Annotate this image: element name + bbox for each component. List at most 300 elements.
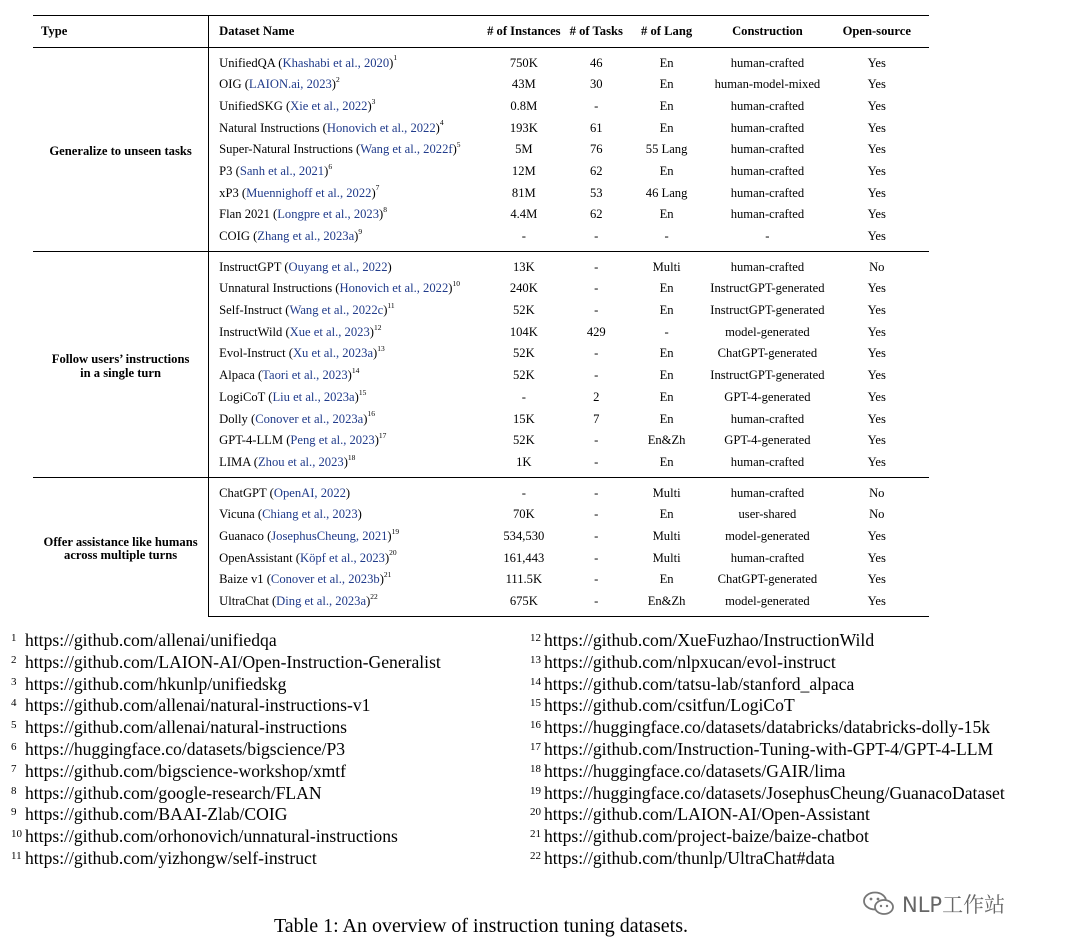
footnote-item bbox=[530, 695, 1005, 717]
instances-cell: 12M bbox=[511, 163, 536, 178]
footnote-marker: 13 bbox=[377, 344, 385, 354]
open-source-cell: Yes bbox=[867, 550, 886, 565]
lang-cell: En bbox=[659, 98, 674, 113]
lang-cell: En bbox=[659, 55, 674, 70]
footnote-number: 11 bbox=[11, 849, 22, 862]
footnote-marker: 8 bbox=[383, 205, 387, 215]
footnote-url: https://huggingface.co/datasets/JosephusCheung/GuanacoDataset bbox=[544, 782, 1005, 803]
instances-cell: 4.4M bbox=[510, 207, 538, 222]
citation-link: Zhou et al., 2023 bbox=[257, 454, 344, 469]
footnote-number: 15 bbox=[530, 697, 541, 710]
footnote-item bbox=[11, 826, 441, 848]
table-header-row bbox=[33, 16, 929, 48]
lang-cell: En&Zh bbox=[623, 591, 710, 617]
citation-link: Sanh et al., 2021 bbox=[239, 163, 325, 178]
header-dataset-name: Dataset Name bbox=[209, 16, 478, 48]
tasks-cell: - bbox=[594, 433, 599, 448]
dataset-name-cell: Natural Instructions (Honovich et al., 2022)$^4$ bbox=[209, 117, 478, 139]
instances-cell: 15K bbox=[512, 411, 535, 426]
group-label-line: across multiple turns bbox=[64, 548, 178, 563]
dataset-name-cell: Vicuna (Chiang et al., 2023) bbox=[209, 504, 478, 526]
open-source-cell: Yes bbox=[867, 303, 886, 318]
citation-link: Xie et al., 2022 bbox=[290, 98, 368, 113]
header-tasks: # of Tasks bbox=[570, 16, 623, 48]
footnote-url: https://github.com/LAION-AI/Open-Instruction-Generalist bbox=[25, 651, 441, 672]
tasks-cell: 30 bbox=[589, 77, 603, 92]
instances-cell: - bbox=[521, 389, 526, 404]
footnote-item bbox=[530, 674, 1005, 696]
open-source-cell: No bbox=[869, 507, 885, 522]
citation-link: Honovich et al., 2022 bbox=[339, 281, 449, 296]
dataset-name-cell: InstructGPT (Ouyang et al., 2022) bbox=[209, 252, 478, 278]
group-label-text bbox=[33, 145, 208, 158]
dataset-name: Self-Instruct bbox=[219, 303, 283, 318]
open-source-cell: Yes bbox=[867, 207, 886, 222]
footnote-number: 22 bbox=[530, 849, 541, 862]
footnote-number: 3 bbox=[11, 675, 17, 688]
footnote-number: 8 bbox=[11, 784, 17, 797]
footnote-item bbox=[530, 739, 1005, 761]
lang-cell: En bbox=[659, 281, 674, 296]
open-source-cell: Yes bbox=[867, 389, 886, 404]
footnote-item bbox=[11, 761, 441, 783]
citation-link: Khashabi et al., 2020 bbox=[282, 55, 390, 70]
dataset-name-cell: P3 (Sanh et al., 2021)$^6$ bbox=[209, 160, 478, 182]
footnote-marker: 10 bbox=[452, 279, 460, 289]
footnote-number: 16 bbox=[530, 719, 541, 732]
tasks-cell: 7 bbox=[593, 411, 600, 426]
lang-cell: 46 Lang bbox=[645, 185, 688, 200]
lang-cell: En&Zh bbox=[647, 433, 686, 448]
dataset-name: Guanaco bbox=[219, 528, 264, 543]
dataset-name-cell: Super-Natural Instructions (Wang et al., 2022f)$^5$ bbox=[209, 139, 478, 161]
footnote-number: 4 bbox=[11, 697, 17, 710]
footnote-url: https://github.com/XueFuzhao/InstructionWild bbox=[544, 630, 875, 650]
footnote-number: 6 bbox=[11, 740, 17, 753]
datasets-table bbox=[33, 15, 929, 617]
lang-cell: En bbox=[659, 120, 674, 135]
group-label-line: Follow users’ instructions bbox=[51, 352, 190, 367]
dataset-name: Vicuna bbox=[219, 507, 255, 522]
construction-cell: human-crafted bbox=[730, 411, 805, 426]
footnote-marker: 5 bbox=[456, 140, 461, 150]
dataset-name: InstructGPT bbox=[219, 259, 282, 274]
construction-cell: InstructGPT-generated bbox=[710, 303, 825, 318]
open-source-cell: Yes bbox=[867, 368, 886, 383]
dataset-name-cell: Self-Instruct (Wang et al., 2022c)$^{11}$ bbox=[209, 300, 478, 322]
table-row bbox=[33, 478, 929, 504]
dataset-name-cell: InstructWild (Xue et al., 2023)$^{12}$ bbox=[209, 321, 478, 343]
dataset-name-cell: OIG (LAION.ai, 2023)$^2$ bbox=[209, 74, 478, 96]
header-type: Type bbox=[33, 16, 209, 48]
footnote-marker: 4 bbox=[439, 118, 444, 128]
footnote-url: https://github.com/LAION-AI/Open-Assistant bbox=[544, 804, 870, 825]
footnote-item bbox=[11, 630, 441, 652]
footnote-url: https://huggingface.co/datasets/databricks/databricks-dolly-15k bbox=[544, 717, 991, 738]
tasks-cell: - bbox=[594, 528, 599, 543]
dataset-name: OpenAssistant bbox=[219, 550, 293, 565]
dataset-name-cell: Evol-Instruct (Xu et al., 2023a)$^{13}$ bbox=[209, 343, 478, 365]
footnote-url: https://github.com/google-research/FLAN bbox=[25, 782, 322, 803]
lang-cell: Multi bbox=[623, 478, 710, 504]
instances-cell: 52K bbox=[512, 368, 535, 383]
open-source-cell: No bbox=[825, 478, 929, 504]
instances-cell: 193K bbox=[509, 120, 538, 135]
dataset-name-cell: ChatGPT (OpenAI, 2022) bbox=[209, 478, 478, 504]
instances-cell: 161,443 bbox=[503, 550, 545, 565]
tasks-cell: - bbox=[570, 591, 623, 617]
dataset-name-cell: Baize v1 (Conover et al., 2023b)$^{21}$ bbox=[209, 569, 478, 591]
instances-cell: - bbox=[521, 229, 526, 244]
dataset-name: Dolly bbox=[219, 411, 248, 426]
citation-link: Taori et al., 2023 bbox=[262, 368, 348, 383]
footnote-item bbox=[530, 717, 1005, 739]
open-source-cell: Yes bbox=[867, 77, 886, 92]
footnote-item bbox=[530, 826, 1005, 848]
footnote-item bbox=[11, 652, 441, 674]
footnote-number: 18 bbox=[530, 762, 541, 775]
construction-cell: user-shared bbox=[738, 507, 797, 522]
dataset-name-cell: Alpaca (Taori et al., 2023)$^{14}$ bbox=[209, 365, 478, 387]
dataset-name: COIG bbox=[219, 229, 250, 244]
construction-cell: InstructGPT-generated bbox=[710, 368, 825, 383]
group-label-text bbox=[33, 353, 208, 379]
footnote-number: 19 bbox=[530, 784, 541, 797]
footnote-marker: 1 bbox=[393, 53, 398, 63]
footnote-url: https://github.com/hkunlp/unifiedskg bbox=[25, 673, 287, 694]
construction-cell: human-crafted bbox=[710, 478, 824, 504]
footnote-item bbox=[11, 674, 441, 696]
open-source-cell: Yes bbox=[867, 142, 886, 157]
footnote-number: 5 bbox=[11, 719, 17, 732]
instances-cell: 750K bbox=[509, 55, 538, 70]
dataset-name: UnifiedQA bbox=[219, 55, 276, 70]
citation-link: Wang et al., 2022f bbox=[360, 142, 453, 157]
citation-link: JosephusCheung, 2021 bbox=[271, 528, 388, 543]
lang-cell: En bbox=[659, 207, 674, 222]
dataset-name: UltraChat bbox=[219, 594, 269, 609]
citation-link: LAION.ai, 2023 bbox=[248, 77, 332, 92]
open-source-cell: Yes bbox=[867, 433, 886, 448]
tasks-cell: - bbox=[594, 98, 599, 113]
instances-cell: 81M bbox=[511, 185, 536, 200]
construction-cell: GPT-4-generated bbox=[724, 389, 811, 404]
footnote-marker: 22 bbox=[370, 591, 378, 601]
dataset-name-cell: Flan 2021 (Longpre et al., 2023)$^8$ bbox=[209, 204, 478, 226]
header-open-source: Open-source bbox=[825, 16, 929, 48]
instances-cell: 13K bbox=[478, 252, 570, 278]
construction-cell: human-crafted bbox=[730, 98, 805, 113]
tasks-cell: 62 bbox=[589, 207, 603, 222]
table-group-1 bbox=[33, 48, 929, 252]
lang-cell: En bbox=[659, 572, 674, 587]
footnote-number: 1 bbox=[11, 632, 17, 644]
tasks-cell: 46 bbox=[589, 55, 603, 70]
footnote-number: 20 bbox=[530, 806, 541, 819]
open-source-cell: Yes bbox=[867, 454, 886, 469]
citation-link: Muennighoff et al., 2022 bbox=[246, 185, 372, 200]
dataset-name-cell: UltraChat (Ding et al., 2023a)$^{22}$ bbox=[209, 591, 478, 617]
footnote-url: https://github.com/allenai/natural-instructions bbox=[25, 717, 348, 738]
footnote-url: https://github.com/allenai/unifiedqa bbox=[25, 630, 277, 650]
footnote-item bbox=[530, 761, 1005, 783]
table-row bbox=[33, 48, 929, 74]
construction-cell: model-generated bbox=[710, 591, 824, 617]
instances-cell: 0.8M bbox=[510, 98, 538, 113]
tasks-cell: - bbox=[594, 303, 599, 318]
lang-cell: Multi bbox=[623, 252, 710, 278]
dataset-name: ChatGPT bbox=[219, 485, 267, 500]
footnotes-left bbox=[11, 630, 441, 870]
lang-cell: - bbox=[664, 229, 669, 244]
footnote-marker: 11 bbox=[387, 300, 395, 310]
footnote-item bbox=[530, 630, 1005, 652]
lang-cell: Multi bbox=[652, 528, 681, 543]
footnote-item bbox=[530, 652, 1005, 674]
tasks-cell: - bbox=[594, 507, 599, 522]
tasks-cell: - bbox=[594, 229, 599, 244]
instances-cell: 534,530 bbox=[503, 528, 545, 543]
watermark-text: NLP工作站 bbox=[902, 893, 1006, 917]
table-caption: Table 1: An overview of instruction tuning datasets. bbox=[273, 915, 689, 937]
footnote-url: https://huggingface.co/datasets/GAIR/lima bbox=[544, 760, 846, 781]
instances-cell: 70K bbox=[512, 507, 535, 522]
open-source-cell: Yes bbox=[867, 98, 886, 113]
footnote-item bbox=[530, 783, 1005, 805]
footnote-number: 17 bbox=[530, 740, 541, 753]
footnote-marker: 21 bbox=[383, 570, 392, 580]
open-source-cell: Yes bbox=[867, 411, 886, 426]
footnote-number: 2 bbox=[11, 653, 17, 666]
open-source-cell: Yes bbox=[825, 591, 929, 617]
open-source-cell: Yes bbox=[867, 572, 886, 587]
lang-cell: En bbox=[659, 454, 674, 469]
lang-cell: En bbox=[659, 507, 674, 522]
construction-cell: human-crafted bbox=[730, 550, 805, 565]
citation-link: Honovich et al., 2022 bbox=[326, 120, 436, 135]
tasks-cell: - bbox=[570, 252, 623, 278]
lang-cell: En bbox=[659, 411, 674, 426]
dataset-name-cell: UnifiedSKG (Xie et al., 2022)$^3$ bbox=[209, 95, 478, 117]
tasks-cell: 429 bbox=[586, 324, 606, 339]
dataset-name: LIMA bbox=[219, 454, 251, 469]
instances-cell: 52K bbox=[512, 346, 535, 361]
open-source-cell: Yes bbox=[867, 55, 886, 70]
citation-link: OpenAI, 2022 bbox=[273, 485, 346, 500]
footnotes-right bbox=[530, 630, 1005, 870]
footnote-url: https://huggingface.co/datasets/bigscience/P3 bbox=[25, 738, 346, 759]
dataset-name-cell: OpenAssistant (Köpf et al., 2023)$^{20}$ bbox=[209, 547, 478, 569]
citation-link: Zhang et al., 2023a bbox=[257, 229, 355, 244]
open-source-cell: Yes bbox=[867, 163, 886, 178]
tasks-cell: - bbox=[594, 368, 599, 383]
footnote-number: 10 bbox=[11, 828, 22, 841]
dataset-name: P3 bbox=[219, 163, 233, 178]
citation-link: Köpf et al., 2023 bbox=[299, 550, 385, 565]
lang-cell: En bbox=[659, 163, 674, 178]
tasks-cell: - bbox=[594, 281, 599, 296]
open-source-cell: Yes bbox=[867, 229, 886, 244]
tasks-cell: - bbox=[594, 572, 599, 587]
citation-link: Ding et al., 2023a bbox=[276, 594, 367, 609]
construction-cell: model-generated bbox=[725, 324, 810, 339]
open-source-cell: Yes bbox=[867, 281, 886, 296]
lang-cell: En bbox=[659, 368, 674, 383]
dataset-name: Baize v1 bbox=[219, 572, 264, 587]
lang-cell: En bbox=[659, 346, 674, 361]
dataset-name: Evol-Instruct bbox=[219, 346, 286, 361]
construction-cell: human-crafted bbox=[730, 142, 805, 157]
instances-cell: 52K bbox=[512, 433, 535, 448]
footnote-item bbox=[11, 717, 441, 739]
group-label bbox=[33, 252, 209, 478]
footnote-marker: 12 bbox=[373, 322, 382, 332]
dataset-name: xP3 bbox=[219, 185, 239, 200]
dataset-name-cell: GPT-4-LLM (Peng et al., 2023)$^{17}$ bbox=[209, 430, 478, 452]
citation-link: Conover et al., 2023a bbox=[255, 411, 364, 426]
tasks-cell: 2 bbox=[593, 389, 600, 404]
lang-cell: 55 Lang bbox=[645, 142, 688, 157]
citation-link: Xue et al., 2023 bbox=[289, 324, 370, 339]
tasks-cell: - bbox=[570, 478, 623, 504]
group-label-line: Offer assistance like humans bbox=[43, 535, 198, 550]
group-label-text bbox=[33, 536, 208, 562]
lang-cell: En bbox=[659, 77, 674, 92]
tasks-cell: - bbox=[594, 454, 599, 469]
footnote-marker: 3 bbox=[371, 96, 376, 106]
footnote-marker: 2 bbox=[336, 75, 340, 85]
instances-cell: 240K bbox=[509, 281, 538, 296]
construction-cell: human-model-mixed bbox=[714, 77, 821, 92]
instances-cell: - bbox=[478, 478, 570, 504]
citation-link: Ouyang et al., 2022 bbox=[288, 259, 388, 274]
instances-cell: 104K bbox=[509, 324, 538, 339]
dataset-name-cell: Unnatural Instructions (Honovich et al., 2022)$^{10}$ bbox=[209, 278, 478, 300]
construction-cell: ChatGPT-generated bbox=[717, 572, 818, 587]
tasks-cell: 53 bbox=[589, 185, 603, 200]
dataset-name: InstructWild bbox=[219, 324, 283, 339]
footnote-number: 13 bbox=[530, 653, 541, 666]
header-construction: Construction bbox=[710, 16, 824, 48]
dataset-name: GPT-4-LLM bbox=[219, 433, 284, 448]
footnote-marker: 14 bbox=[351, 365, 360, 375]
tasks-cell: - bbox=[594, 550, 599, 565]
footnote-url: https://github.com/project-baize/baize-chatbot bbox=[544, 826, 869, 847]
footnote-item bbox=[11, 848, 441, 870]
footnote-marker: 15 bbox=[358, 387, 367, 397]
tasks-cell: 76 bbox=[589, 142, 603, 157]
instances-cell: 43M bbox=[511, 77, 536, 92]
construction-cell: human-crafted bbox=[730, 55, 805, 70]
footnote-marker: 16 bbox=[367, 409, 375, 419]
construction-cell: human-crafted bbox=[730, 454, 805, 469]
construction-cell: human-crafted bbox=[730, 185, 805, 200]
footnote-url: https://github.com/Instruction-Tuning-with-GPT-4/GPT-4-LLM bbox=[544, 738, 994, 759]
dataset-name: Flan 2021 bbox=[219, 207, 270, 222]
dataset-name: Super-Natural Instructions bbox=[219, 142, 353, 157]
open-source-cell: Yes bbox=[867, 528, 886, 543]
instances-cell: 52K bbox=[512, 303, 535, 318]
tasks-cell: 62 bbox=[589, 163, 603, 178]
header-instances: # of Instances bbox=[478, 16, 570, 48]
dataset-name-cell: LogiCoT (Liu et al., 2023a)$^{15}$ bbox=[209, 386, 478, 408]
footnote-item bbox=[11, 804, 441, 826]
instances-cell: 1K bbox=[516, 454, 532, 469]
construction-cell: human-crafted bbox=[730, 120, 805, 135]
tasks-cell: 61 bbox=[589, 120, 603, 135]
open-source-cell: Yes bbox=[867, 346, 886, 361]
citation-link: Conover et al., 2023b bbox=[270, 572, 380, 587]
footnote-marker: 7 bbox=[375, 183, 380, 193]
footnote-url: https://github.com/allenai/natural-instructions-v1 bbox=[25, 695, 371, 716]
dataset-name: LogiCoT bbox=[219, 389, 266, 404]
lang-cell: En bbox=[659, 303, 674, 318]
footnote-url: https://github.com/bigscience-workshop/xmtf bbox=[25, 760, 347, 781]
construction-cell: human-crafted bbox=[710, 252, 824, 278]
citation-link: Peng et al., 2023 bbox=[290, 433, 375, 448]
dataset-name-cell: Guanaco (JosephusCheung, 2021)$^{19}$ bbox=[209, 525, 478, 547]
open-source-cell: Yes bbox=[867, 120, 886, 135]
dataset-name: OIG bbox=[219, 77, 242, 92]
table-group-2 bbox=[33, 252, 929, 478]
footnote-url: https://github.com/orhonovich/unnatural-instructions bbox=[25, 826, 398, 847]
dataset-name: Natural Instructions bbox=[219, 120, 320, 135]
dataset-name: Alpaca bbox=[219, 368, 255, 383]
footnote-item bbox=[11, 739, 441, 761]
citation-link: Liu et al., 2023a bbox=[272, 389, 355, 404]
construction-cell: - bbox=[765, 229, 770, 244]
table-row bbox=[33, 252, 929, 278]
watermark bbox=[862, 889, 1005, 919]
group-label-line: in a single turn bbox=[80, 365, 161, 380]
construction-cell: human-crafted bbox=[730, 163, 805, 178]
footnote-item bbox=[11, 783, 441, 805]
lang-cell: - bbox=[664, 324, 669, 339]
footnote-url: https://github.com/yizhongw/self-instruct bbox=[25, 847, 317, 868]
footnote-url: https://github.com/thunlp/UltraChat#data bbox=[544, 847, 835, 868]
dataset-name: UnifiedSKG bbox=[219, 98, 283, 113]
instances-cell: 111.5K bbox=[505, 572, 543, 587]
citation-link: Xu et al., 2023a bbox=[292, 346, 374, 361]
construction-cell: InstructGPT-generated bbox=[710, 281, 825, 296]
footnote-number: 21 bbox=[530, 828, 541, 841]
footnote-marker: 20 bbox=[389, 548, 397, 558]
construction-cell: GPT-4-generated bbox=[724, 433, 811, 448]
footnote-marker: 18 bbox=[347, 452, 356, 462]
table-group-3 bbox=[33, 478, 929, 617]
tasks-cell: - bbox=[594, 346, 599, 361]
footnote-number: 12 bbox=[530, 632, 541, 644]
footnote-url: https://github.com/csitfun/LogiCoT bbox=[544, 695, 795, 716]
citation-link: Wang et al., 2022c bbox=[289, 303, 384, 318]
instances-cell: 675K bbox=[478, 591, 570, 617]
construction-cell: ChatGPT-generated bbox=[717, 346, 818, 361]
construction-cell: human-crafted bbox=[730, 207, 805, 222]
open-source-cell: Yes bbox=[867, 324, 886, 339]
group-label-line: Generalize to unseen tasks bbox=[49, 143, 192, 158]
footnote-item bbox=[530, 848, 1005, 870]
dataset-name-cell: LIMA (Zhou et al., 2023)$^{18}$ bbox=[209, 451, 478, 477]
footnote-number: 7 bbox=[11, 762, 17, 775]
citation-link: Longpre et al., 2023 bbox=[277, 207, 380, 222]
dataset-name: Unnatural Instructions bbox=[219, 281, 333, 296]
group-label bbox=[33, 48, 209, 252]
dataset-name-cell: xP3 (Muennighoff et al., 2022)$^7$ bbox=[209, 182, 478, 204]
lang-cell: En bbox=[659, 389, 674, 404]
dataset-name-cell: Dolly (Conover et al., 2023a)$^{16}$ bbox=[209, 408, 478, 430]
construction-cell: model-generated bbox=[725, 528, 810, 543]
footnote-marker: 17 bbox=[378, 431, 387, 441]
